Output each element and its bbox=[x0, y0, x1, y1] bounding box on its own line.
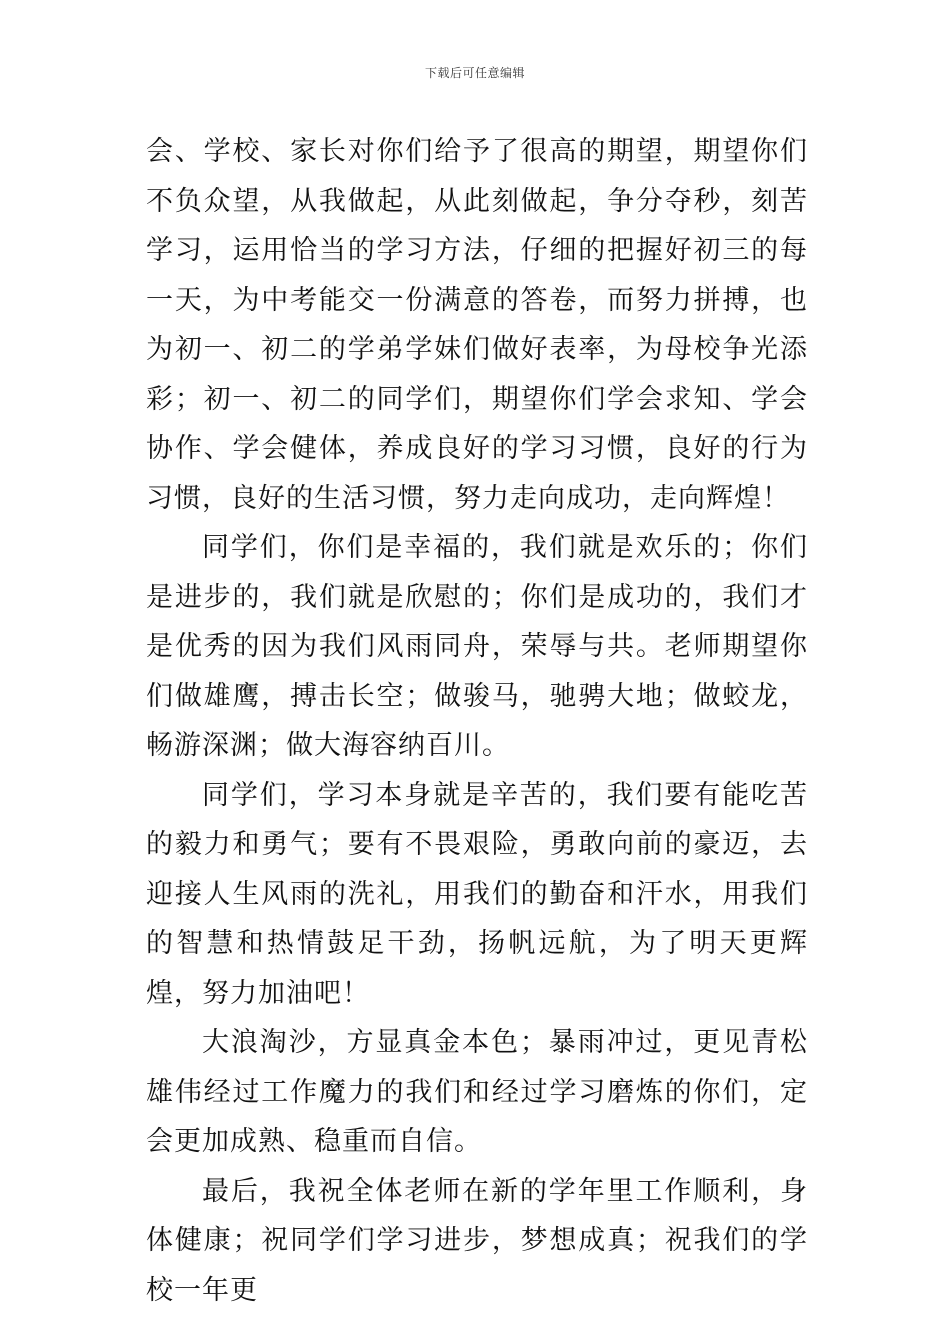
paragraph-1: 会、学校、家长对你们给予了很高的期望，期望你们不负众望，从我做起，从此刻做起，争分夺秒，刻苦学习，运用恰当的学习方法，仔细的把握好初三的每一天，为中考能交一份满意的答卷，而努力拼搏，也为初一、初二的学弟学妹们做好表率，为母校争光添彩；初一、初二的同学们，期望你们学会求知、学会协作、学会健体，养成良好的学习习惯，良好的行为习惯，良好的生活习惯，努力走向成功，走向辉煌！ bbox=[146, 136, 808, 514]
paragraph-2: 同学们，你们是幸福的，我们就是欢乐的；你们是进步的，我们就是欣慰的；你们是成功的，我们才是优秀的因为我们风雨同舟，荣辱与共。老师期望你们做雄鹰，搏击长空；做骏马，驰骋大地；做蛟龙，畅游深渊；做大海容纳百川。 bbox=[146, 532, 808, 761]
paragraph-5: 最后，我祝全体老师在新的学年里工作顺利，身体健康；祝同学们学习进步，梦想成真；祝我们的学校一年更 bbox=[146, 1175, 808, 1306]
header-note: 下载后可任意编辑 bbox=[424, 66, 525, 80]
paragraph-4: 大浪淘沙，方显真金本色；暴雨冲过，更见青松雄伟经过工作魔力的我们和经过学习磨炼的你们，定会更加成熟、稳重而自信。 bbox=[146, 1027, 808, 1157]
document-body bbox=[146, 127, 808, 1315]
paragraph-3: 同学们，学习本身就是辛苦的，我们要有能吃苦的毅力和勇气；要有不畏艰险，勇敢向前的豪迈，去迎接人生风雨的洗礼，用我们的勤奋和汗水，用我们的智慧和热情鼓足干劲，扬帆远航，为了明天更辉煌，努力加油吧！ bbox=[146, 779, 808, 1009]
